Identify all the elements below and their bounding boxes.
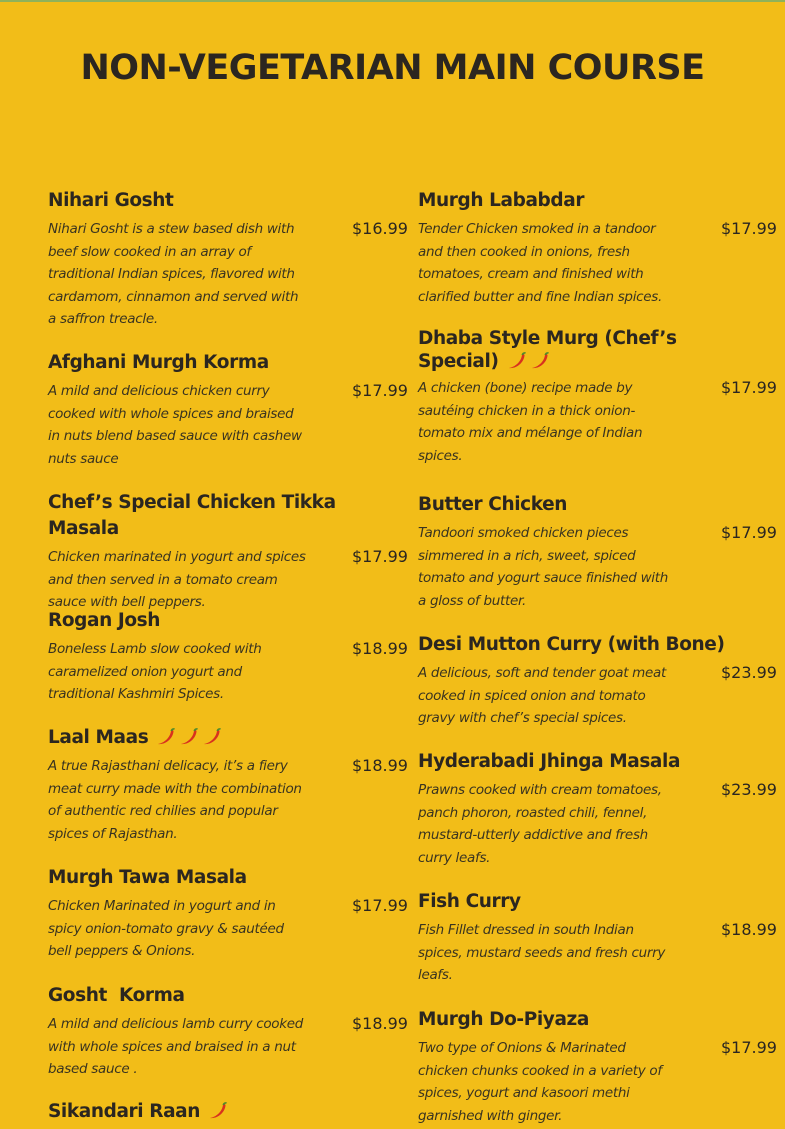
dish-name: Gosht Korma xyxy=(48,985,185,1006)
dish-price: $18.99 xyxy=(352,1014,408,1033)
dish-price: $18.99 xyxy=(721,920,777,939)
dish-name: Hyderabadi Jhinga Masala xyxy=(418,751,681,772)
menu-item xyxy=(48,188,408,350)
menu-item xyxy=(48,725,408,865)
dish-description: Two type of Onions & Marinated chicken chunks cooked in a variety of spices, yogurt and kasoori methi garnished with ginger. xyxy=(418,1040,662,1124)
dish-description: Tender Chicken smoked in a tandoor and then cooked in onions, fresh tomatoes, cream and finished with clarified butter and fine Indian spices. xyxy=(418,221,663,305)
dish-price: $16.99 xyxy=(352,219,408,238)
dish-price: $17.99 xyxy=(721,523,777,542)
spice-level xyxy=(154,727,223,748)
dish-name: Nihari Gosht xyxy=(48,190,174,211)
page-title: NON-VEGETARIAN MAIN COURSE xyxy=(80,48,705,88)
dish-name: Afghani Murgh Korma xyxy=(48,352,269,373)
dish-price: $23.99 xyxy=(721,780,777,799)
dish-description: A delicious, soft and tender goat meat cooked in spiced onion and tomato gravy with chef’s special spices. xyxy=(418,665,667,726)
dish-description: Chicken Marinated in yogurt and in spicy onion-tomato gravy & sautéed bell peppers & Onions. xyxy=(48,898,284,959)
dish-price: $18.99 xyxy=(352,639,408,658)
dish-name: Butter Chicken xyxy=(418,494,568,515)
dish-price: $18.99 xyxy=(352,756,408,775)
dish-description: Fish Fillet dressed in south Indian spices, mustard seeds and fresh curry leafs. xyxy=(418,922,666,983)
dish-name: Murgh Tawa Masala xyxy=(48,867,247,888)
dish-description: A true Rajasthani delicacy, it’s a fiery meat curry made with the combination of authentic red chilies and popular spices of Rajasthan. xyxy=(48,758,302,842)
spice-level xyxy=(505,351,551,372)
chili-icon xyxy=(207,1100,229,1120)
menu-item xyxy=(48,1099,408,1125)
dish-description: Chicken marinated in yogurt and spices and then served in a tomato cream sauce with bell peppers. xyxy=(48,549,306,610)
dish-description: A mild and delicious lamb curry cooked with whole spices and braised in a nut based sauce . xyxy=(48,1016,304,1077)
menu-item xyxy=(48,865,408,983)
dish-description: Tandoori smoked chicken pieces simmered in a rich, sweet, spiced tomato and yogurt sauce finished with a gloss of butter. xyxy=(418,525,669,609)
menu-item xyxy=(48,350,408,490)
dish-name: Laal Maas xyxy=(48,725,408,751)
dish-name: Sikandari Raan xyxy=(48,1099,408,1125)
chili-icon xyxy=(529,350,551,370)
chili-icon xyxy=(155,726,177,746)
dish-description: Boneless Lamb slow cooked with caramelized onion yogurt and traditional Kashmiri Spices. xyxy=(48,641,262,702)
menu-item xyxy=(418,749,778,889)
menu-item xyxy=(418,492,778,632)
menu-column-right xyxy=(418,188,778,1127)
menu-column-left xyxy=(48,188,408,1129)
dish-price: $17.99 xyxy=(721,1038,777,1057)
menu-item xyxy=(418,328,778,492)
dish-description: A chicken (bone) recipe made by sautéing chicken in a thick onion-tomato mix and mélange of Indian spices. xyxy=(418,380,643,464)
menu-item xyxy=(418,632,778,749)
dish-name: Dhaba Style Murg (Chef’s Special) xyxy=(418,328,677,372)
chili-icon xyxy=(178,726,200,746)
dish-name: Fish Curry xyxy=(418,891,521,912)
menu-item xyxy=(418,889,778,1007)
dish-description: Prawns cooked with cream tomatoes, panch phoron, roasted chili, fennel, mustard-utterly addictive and fresh curry leafs. xyxy=(418,782,662,866)
dish-name: Rogan Josh xyxy=(48,610,161,631)
chili-icon xyxy=(201,726,223,746)
menu-item xyxy=(48,490,408,608)
dish-price: $17.99 xyxy=(352,547,408,566)
dish-price: $17.99 xyxy=(352,896,408,915)
dish-price: $17.99 xyxy=(352,381,408,400)
menu-item xyxy=(48,983,408,1099)
menu-item xyxy=(48,608,408,725)
dish-description: Nihari Gosht is a stew based dish with beef slow cooked in an array of traditional Indian spices, flavored with cardamom, cinnamon and served with a saffron treacle. xyxy=(48,221,299,327)
dish-name: Murgh Lababdar xyxy=(418,190,585,211)
top-rule xyxy=(0,0,785,2)
spice-level xyxy=(206,1101,229,1122)
chili-icon xyxy=(506,350,528,370)
dish-name: Chef’s Special Chicken Tikka Masala xyxy=(48,492,336,539)
dish-description: A mild and delicious chicken curry cooked with whole spices and braised in nuts blend based sauce with cashew nuts sauce xyxy=(48,383,302,467)
dish-price: $17.99 xyxy=(721,219,777,238)
dish-name: Murgh Do-Piyaza xyxy=(418,1009,589,1030)
dish-price: $23.99 xyxy=(721,663,777,682)
dish-price: $17.99 xyxy=(721,378,777,397)
dish-name: Desi Mutton Curry (with Bone) xyxy=(418,634,725,655)
menu-item xyxy=(418,1007,778,1127)
menu-item xyxy=(418,188,778,328)
